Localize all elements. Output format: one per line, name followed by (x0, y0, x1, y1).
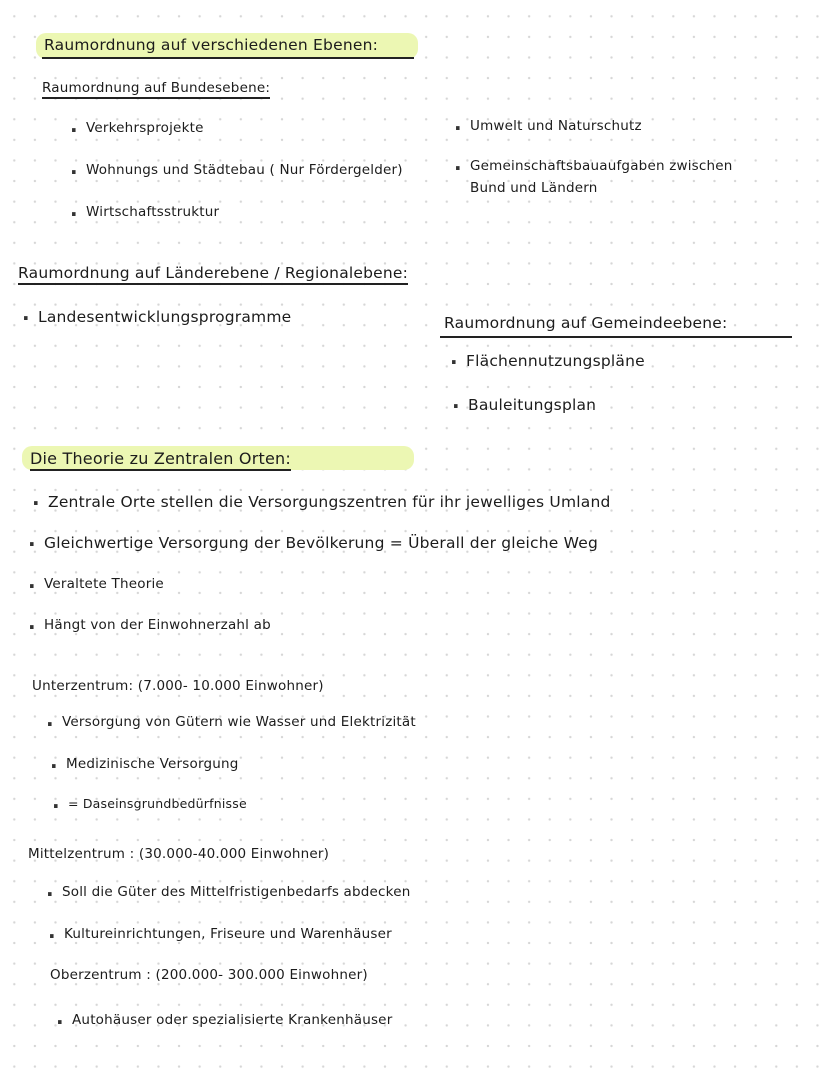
theory-item-einwohnerzahl: · Hängt von der Einwohnerzahl ab (44, 617, 271, 633)
bund-item-gemeinschaft-cont: Bund und Ländern (470, 180, 598, 196)
heading-bundesebene: Raumordnung auf Bundesebene: (42, 80, 270, 99)
mittel-item-kultur: · Kultureinrichtungen, Friseure und Warenhäuser (64, 926, 392, 942)
land-item-landesentwicklung: · Landesentwicklungsprogramme (38, 308, 291, 326)
unter-item-medizin: · Medizinische Versorgung (66, 756, 239, 772)
heading-gemeindeebene: Raumordnung auf Gemeindeebene: (444, 314, 728, 332)
bund-item-umwelt: · Umwelt und Naturschutz (470, 118, 642, 134)
theory-item-gleichwertig: · Gleichwertige Versorgung der Bevölkerung = Überall der gleiche Weg (44, 534, 598, 552)
theory-item-zentrale-orte: · Zentrale Orte stellen die Versorgungszentren für ihr jewelliges Umland (48, 493, 611, 511)
bund-item-wohnungsbau: · Wohnungs und Städtebau ( Nur Fördergelder) (86, 162, 403, 178)
bund-item-gemeinschaft: · Gemeinschaftsbauaufgaben zwischen (470, 158, 733, 174)
gemeinde-item-bauleitung: · Bauleitungsplan (468, 396, 596, 414)
heading-mittelzentrum: Mittelzentrum : (30.000-40.000 Einwohner) (28, 846, 330, 862)
gemeinde-underline (440, 336, 792, 338)
ober-item-autohaeuser: · Autohäuser oder spezialisierte Krankenhäuser (72, 1012, 392, 1028)
unter-item-daseins: · = Daseinsgrundbedürfnisse (68, 796, 247, 811)
section-title-theorie: Die Theorie zu Zentralen Orten: (30, 449, 291, 471)
title-underline (42, 57, 414, 59)
theory-item-veraltet: · Veraltete Theorie (44, 576, 164, 592)
gemeinde-item-flaechennutzung: · Flächennutzungspläne (466, 352, 645, 370)
heading-oberzentrum: Oberzentrum : (200.000- 300.000 Einwohner) (50, 967, 368, 983)
bund-item-wirtschaft: · Wirtschaftsstruktur (86, 204, 219, 220)
mittel-item-gueter: · Soll die Güter des Mittelfristigenbedarfs abdecken (62, 884, 410, 900)
heading-unterzentrum: Unterzentrum: (7.000- 10.000 Einwohner) (32, 678, 324, 694)
section-title-raumordnung: Raumordnung auf verschiedenen Ebenen: (44, 36, 379, 54)
bund-item-verkehr: · Verkehrsprojekte (86, 120, 204, 136)
heading-laenderebene: Raumordnung auf Länderebene / Regionalebene: (18, 264, 408, 285)
unter-item-gueter: · Versorgung von Gütern wie Wasser und Elektrizität (62, 714, 416, 730)
